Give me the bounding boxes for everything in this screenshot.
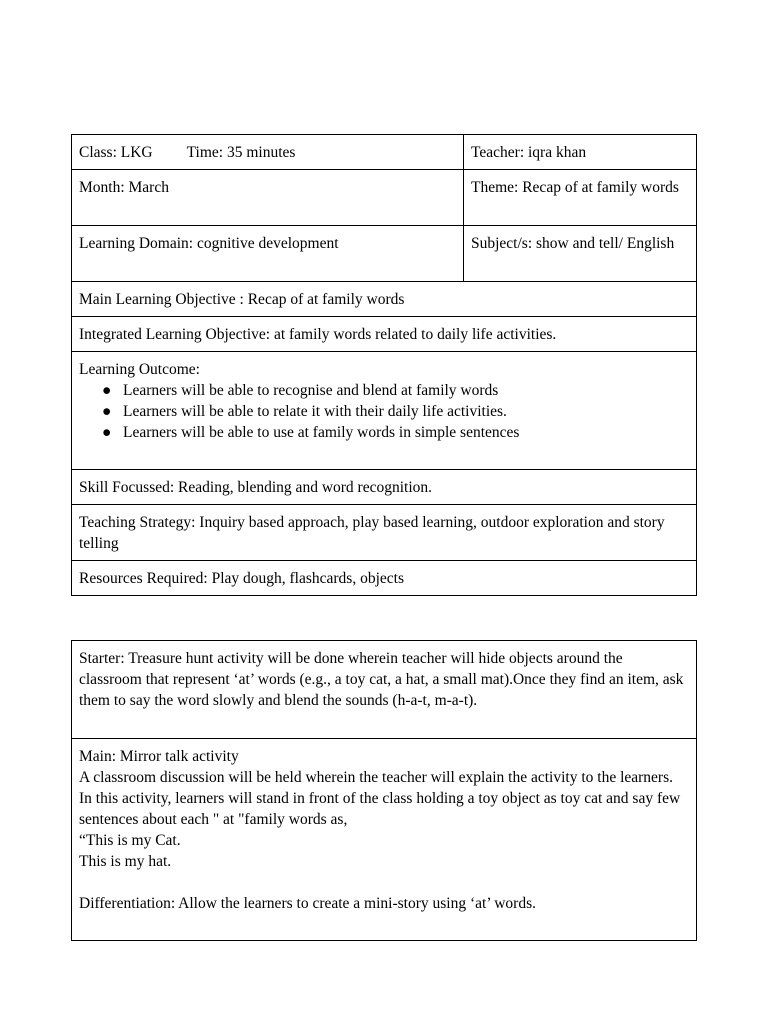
example-sentence-2: This is my hat.	[79, 853, 172, 870]
resources-cell: Resources Required: Play dough, flashcards, objects	[72, 561, 697, 596]
activities-table	[71, 640, 697, 941]
bullet-icon: ●	[102, 403, 112, 420]
learning-outcome-cell	[72, 352, 697, 470]
class-time-cell	[72, 135, 464, 170]
list-item: ● Learners will be able to use at family words in simple sentences	[102, 424, 520, 441]
time-label: Time: 35 minutes	[186, 144, 296, 161]
main-description: A classroom discussion will be held wherein the teacher will explain the activity to the learners. In this activity, learners will stand in front of the class holding a toy object as toy cat and say few sentences about each " at "family words as,	[79, 769, 681, 828]
starter-cell: Starter: Treasure hunt activity will be done wherein teacher will hide objects around the classroom that represent ‘at’ words (e.g., a toy cat, a hat, a small mat).Once they find an item, ask them to say the word slowly and blend the sounds (h-a-t, m-a-t).	[72, 641, 697, 739]
list-item: ● Learners will be able to recognise and blend at family words	[102, 382, 499, 399]
main-heading: Main: Mirror talk activity	[79, 748, 239, 765]
theme-cell: Theme: Recap of at family words	[464, 170, 697, 226]
teaching-strategy-cell: Teaching Strategy: Inquiry based approach, play based learning, outdoor exploration and story telling	[72, 505, 697, 561]
example-sentence-1: “This is my Cat.	[79, 832, 181, 849]
subjects-cell: Subject/s: show and tell/ English	[464, 226, 697, 282]
integrated-objective-cell: Integrated Learning Objective: at family words related to daily life activities.	[72, 317, 697, 352]
class-label: Class: LKG	[79, 144, 153, 161]
main-activity-cell	[72, 739, 697, 941]
bullet-icon: ●	[102, 382, 112, 399]
bullet-icon: ●	[102, 424, 112, 441]
teacher-cell: Teacher: iqra khan	[464, 135, 697, 170]
list-item: ● Learners will be able to relate it with their daily life activities.	[102, 403, 507, 420]
main-objective-cell: Main Learning Objective : Recap of at family words	[72, 282, 697, 317]
lesson-info-table	[71, 134, 697, 596]
month-cell: Month: March	[72, 170, 464, 226]
outcome-list	[79, 380, 689, 443]
spacer	[79, 872, 689, 893]
outcome-heading: Learning Outcome:	[79, 361, 200, 378]
differentiation-text: Differentiation: Allow the learners to create a mini-story using ‘at’ words.	[79, 895, 536, 912]
learning-domain-cell: Learning Domain: cognitive development	[72, 226, 464, 282]
skill-cell: Skill Focussed: Reading, blending and word recognition.	[72, 470, 697, 505]
